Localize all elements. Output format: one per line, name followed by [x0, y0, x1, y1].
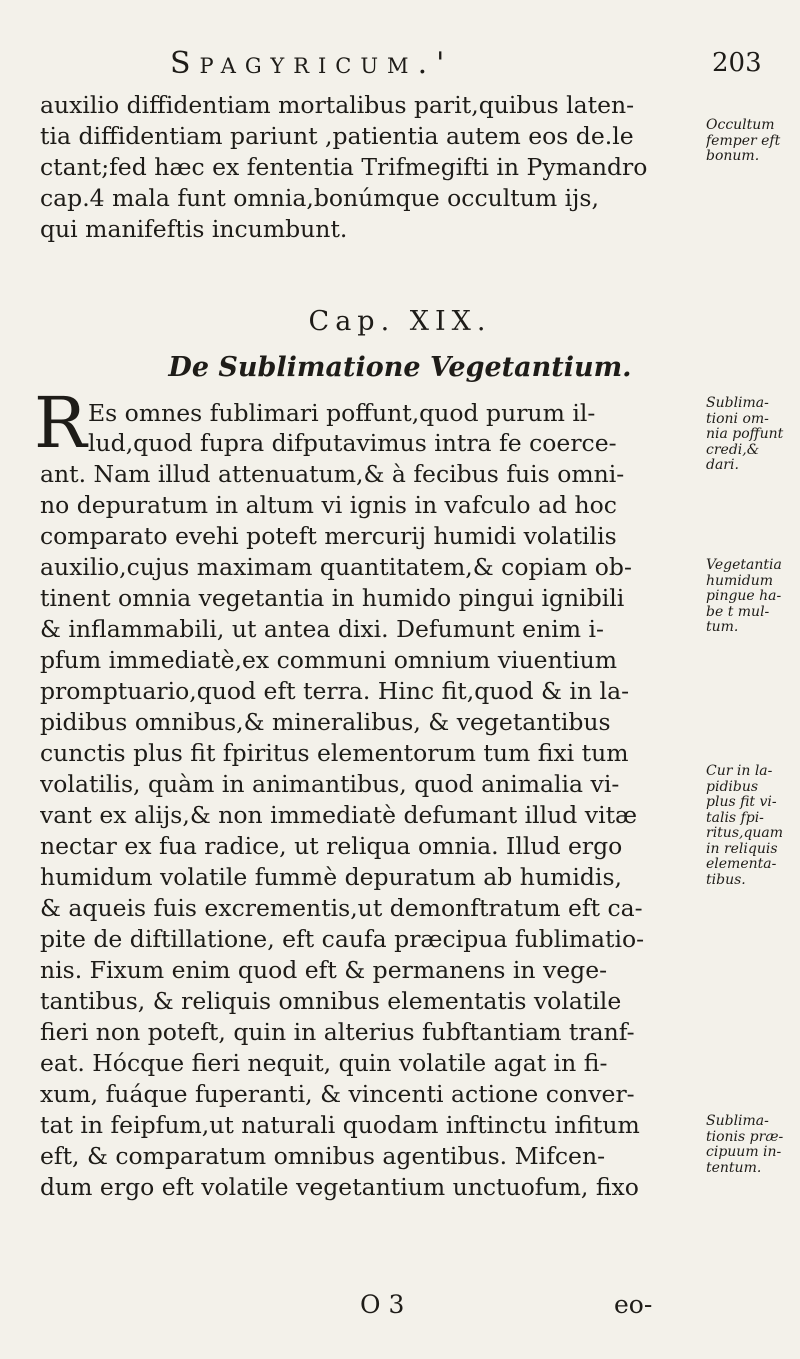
text-line: fieri non poteft, quin in alterius fubftantiam tranf-	[40, 1018, 635, 1046]
margin-note-line: tioni om-	[706, 410, 769, 427]
margin-note-line: tionis præ-	[706, 1128, 784, 1145]
text-line: Es omnes fublimari poffunt,quod purum il-	[88, 399, 596, 427]
text-line: nis. Fixum enim quod eft & permanens in vege-	[40, 956, 608, 984]
page-footer	[0, 1290, 800, 1320]
margin-note-line: nia poffunt	[706, 426, 784, 442]
text-line: promptuario,quod eft terra. Hinc fit,quod & in la-	[40, 677, 630, 705]
text-line: comparato evehi poteft mercurij humidi volatilis	[40, 522, 617, 550]
margin-note-line: dari.	[706, 457, 739, 473]
text-line: no depuratum in altum vi ignis in vafculo ad hoc	[40, 491, 617, 519]
margin-note-line: pidibus	[706, 778, 759, 795]
page-number: 203	[712, 48, 762, 78]
text-line: ant. Nam illud attenuatum,& à fecibus fuis omni-	[40, 460, 625, 488]
margin-note-line: humidum	[706, 572, 774, 589]
text-line: & inflammabili, ut antea dixi. Defumunt enim i-	[40, 615, 604, 643]
margin-note-line: tentum.	[706, 1159, 762, 1176]
margin-note-line: ritus,quam	[706, 825, 784, 841]
margin-note-line: Sublima-	[706, 396, 769, 411]
margin-note-line: Vegetantia	[706, 558, 782, 573]
text-line: tantibus, & reliquis omnibus elementatis volatile	[40, 987, 622, 1015]
text-line: pite de diftillatione, eft caufa præcipua fublimatio-	[40, 925, 645, 953]
text-line: vant ex alijs,& non immediatè defumant illud vitæ	[40, 801, 638, 829]
drop-capital: R	[34, 382, 87, 464]
text-line: xum, fuáque fuperanti, & vincenti actione conver-	[40, 1080, 635, 1108]
text-line: auxilio,cujus maximam quantitatem,& copiam ob-	[40, 553, 632, 581]
signature-mark: O 3	[360, 1290, 405, 1319]
text-line: tat in feipfum,ut naturali quodam inftinctu infitum	[40, 1111, 640, 1139]
margin-note	[706, 764, 800, 888]
text-line: cunctis plus fit fpiritus elementorum tum fixi tum	[40, 739, 629, 767]
chapter-heading: Cap. XIX.	[308, 306, 492, 337]
margin-note	[706, 558, 800, 636]
margin-note-line: Cur in la-	[706, 764, 773, 779]
margin-note	[706, 118, 800, 165]
running-title: Spagyricum.'	[170, 46, 454, 81]
text-line: ctant;fed hæc ex fententia Trifmegifti in Pymandro	[40, 153, 648, 181]
text-line: tinent omnia vegetantia in humido pingui ignibili	[40, 584, 625, 612]
margin-note-line: femper eft	[706, 132, 781, 149]
page-header	[0, 46, 800, 86]
margin-note-line: cipuum in-	[706, 1144, 782, 1160]
text-line: eft, & comparatum omnibus agentibus. Mifcen-	[40, 1142, 606, 1170]
text-line: auxilio diffidentiam mortalibus parit,quibus laten-	[40, 91, 635, 119]
margin-note-line: plus fit vi-	[706, 794, 777, 810]
margin-note-line: pingue ha-	[706, 588, 782, 604]
margin-note-line: Sublima-	[706, 1114, 769, 1129]
text-line: & aqueis fuis excrementis,ut demonftratum eft ca-	[40, 894, 643, 922]
text-line: dum ergo eft volatile vegetantium unctuofum, fixo	[40, 1173, 639, 1201]
margin-note-line: in reliquis	[706, 840, 778, 857]
text-line: lud,quod fupra difputavimus intra fe coerce-	[88, 429, 617, 457]
catchword: eo-	[614, 1290, 653, 1319]
text-line: tia diffidentiam pariunt ,patientia autem eos de.le	[40, 122, 634, 150]
text-line: volatilis, quàm in animantibus, quod animalia vi-	[40, 770, 620, 798]
margin-note-line: bonum.	[706, 148, 760, 164]
text-line: eat. Hócque fieri nequit, quin volatile agat in fi-	[40, 1049, 608, 1077]
text-line: nectar ex fua radice, ut reliqua omnia. Illud ergo	[40, 832, 623, 860]
text-line: pfum immediatè,ex communi omnium viuentium	[40, 646, 618, 674]
text-line: qui manifeftis incumbunt.	[40, 215, 348, 243]
margin-note-line: be t mul-	[706, 603, 770, 620]
text-line: cap.4 mala funt omnia,bonúmque occultum ijs,	[40, 184, 599, 212]
text-line: humidum volatile fummè depuratum ab humidis,	[40, 863, 622, 891]
margin-note-line: tibus.	[706, 871, 746, 888]
margin-note-line: Occultum	[706, 118, 775, 133]
margin-note-line: credi,&	[706, 441, 760, 458]
margin-note-line: tum.	[706, 619, 739, 635]
margin-note-line: talis fpi-	[706, 809, 764, 826]
margin-note-line: elementa-	[706, 856, 777, 872]
chapter-title: De Sublimatione Vegetantium.	[168, 352, 632, 383]
margin-note	[706, 1114, 800, 1176]
text-line: pidibus omnibus,& mineralibus, & vegetantibus	[40, 708, 611, 736]
margin-note	[706, 396, 800, 474]
